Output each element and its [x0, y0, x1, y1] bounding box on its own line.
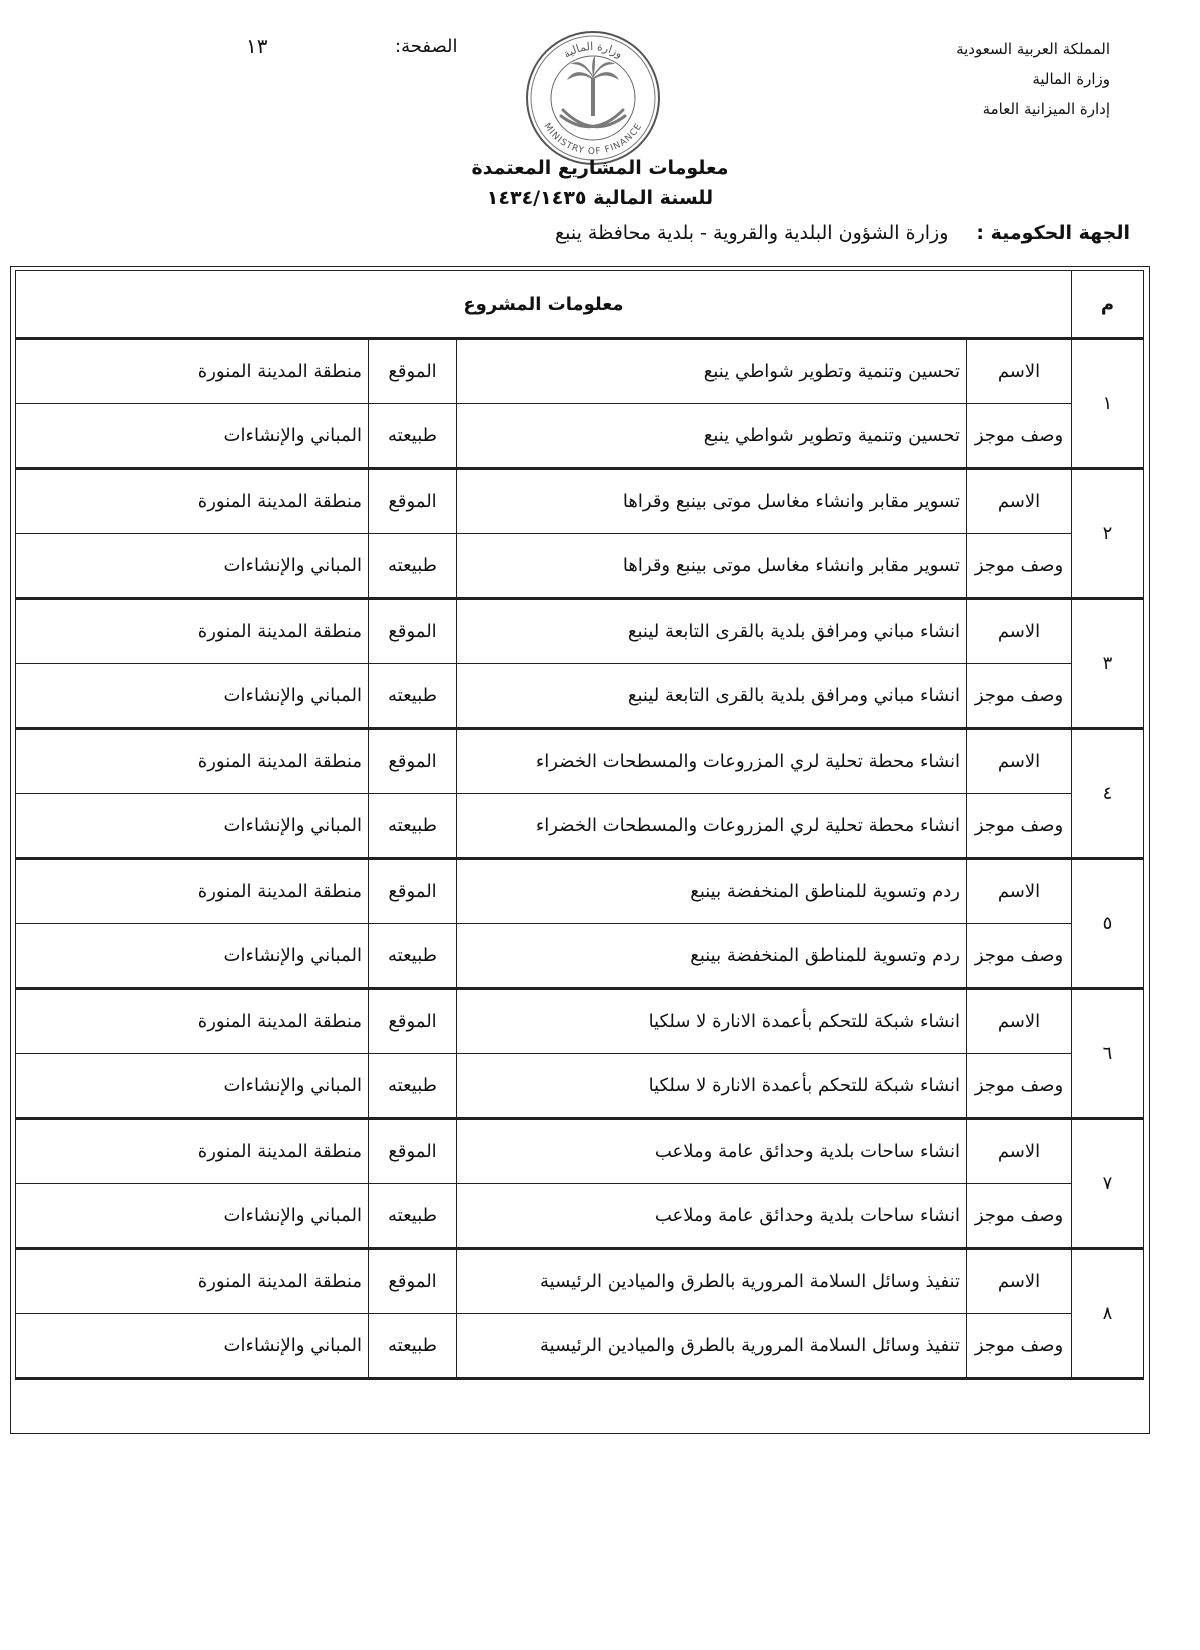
label-location: الموقع [369, 989, 457, 1054]
label-description: وصف موجز [967, 794, 1072, 859]
entity-value: وزارة الشؤون البلدية والقروية - بلدية محافظة ينبع [555, 222, 949, 244]
label-location: الموقع [369, 599, 457, 664]
label-location: الموقع [369, 339, 457, 404]
project-name-row [16, 339, 1144, 404]
government-entity [430, 222, 1130, 244]
org-line-department: إدارة الميزانية العامة [982, 100, 1110, 118]
title-line-2: للسنة المالية ١٤٣٤/١٤٣٥ [486, 187, 714, 209]
project-name-row [16, 989, 1144, 1054]
project-name: تسوير مقابر وانشاء مغاسل موتى بينبع وقراها [457, 469, 967, 534]
project-nature: المباني والإنشاءات [16, 664, 369, 729]
document-title [400, 153, 800, 213]
label-nature: طبيعته [369, 1054, 457, 1119]
project-description: تسوير مقابر وانشاء مغاسل موتى بينبع وقراها [457, 534, 967, 599]
organization-header [770, 34, 1110, 124]
label-name: الاسم [967, 469, 1072, 534]
label-nature: طبيعته [369, 664, 457, 729]
project-nature: المباني والإنشاءات [16, 404, 369, 469]
project-nature: المباني والإنشاءات [16, 1054, 369, 1119]
project-location: منطقة المدينة المنورة [16, 599, 369, 664]
project-name: انشاء محطة تحلية لري المزروعات والمسطحات الخضراء [457, 729, 967, 794]
project-description: ردم وتسوية للمناطق المنخفضة بينبع [457, 924, 967, 989]
label-name: الاسم [967, 989, 1072, 1054]
title-line-1: معلومات المشاريع المعتمدة [471, 157, 729, 179]
project-desc-row [16, 664, 1144, 729]
project-location: منطقة المدينة المنورة [16, 729, 369, 794]
label-description: وصف موجز [967, 1314, 1072, 1379]
project-desc-row [16, 794, 1144, 859]
project-name-row [16, 1119, 1144, 1184]
entity-label: الجهة الحكومية : [976, 222, 1130, 244]
label-name: الاسم [967, 599, 1072, 664]
project-desc-row [16, 404, 1144, 469]
project-number-cell: ٢ [1072, 469, 1144, 599]
project-nature: المباني والإنشاءات [16, 924, 369, 989]
project-number-cell: ٨ [1072, 1249, 1144, 1379]
project-description: تحسين وتنمية وتطوير شواطي ينبع [457, 404, 967, 469]
project-location: منطقة المدينة المنورة [16, 989, 369, 1054]
project-name: تحسين وتنمية وتطوير شواطي ينبع [457, 339, 967, 404]
header-project-info-cell: معلومات المشروع [16, 271, 1072, 339]
project-description: تنفيذ وسائل السلامة المرورية بالطرق والميادين الرئيسية [457, 1314, 967, 1379]
label-description: وصف موجز [967, 924, 1072, 989]
project-nature: المباني والإنشاءات [16, 534, 369, 599]
svg-text:MINISTRY OF FINANCE: MINISTRY OF FINANCE [541, 121, 645, 158]
org-line-ministry: وزارة المالية [1032, 70, 1110, 88]
project-name-row [16, 859, 1144, 924]
svg-text:وزارة المالية: وزارة المالية [561, 39, 626, 61]
project-description: انشاء شبكة للتحكم بأعمدة الانارة لا سلكيا [457, 1054, 967, 1119]
label-location: الموقع [369, 469, 457, 534]
table-header-row [16, 271, 1144, 339]
project-name: تنفيذ وسائل السلامة المرورية بالطرق والميادين الرئيسية [457, 1249, 967, 1314]
org-line-country: المملكة العربية السعودية [956, 40, 1110, 58]
project-desc-row [16, 924, 1144, 989]
label-nature: طبيعته [369, 404, 457, 469]
project-name-row [16, 469, 1144, 534]
project-number-cell: ١ [1072, 339, 1144, 469]
label-location: الموقع [369, 1119, 457, 1184]
project-nature: المباني والإنشاءات [16, 794, 369, 859]
label-description: وصف موجز [967, 664, 1072, 729]
project-name: انشاء ساحات بلدية وحدائق عامة وملاعب [457, 1119, 967, 1184]
project-name: انشاء مباني ومرافق بلدية بالقرى التابعة لينبع [457, 599, 967, 664]
project-location: منطقة المدينة المنورة [16, 339, 369, 404]
label-name: الاسم [967, 859, 1072, 924]
project-number-cell: ٧ [1072, 1119, 1144, 1249]
project-number-cell: ٣ [1072, 599, 1144, 729]
project-number-cell: ٥ [1072, 859, 1144, 989]
label-name: الاسم [967, 729, 1072, 794]
label-nature: طبيعته [369, 794, 457, 859]
project-description: انشاء محطة تحلية لري المزروعات والمسطحات الخضراء [457, 794, 967, 859]
header-number-cell: م [1072, 271, 1144, 339]
project-name-row [16, 599, 1144, 664]
label-nature: طبيعته [369, 924, 457, 989]
project-nature: المباني والإنشاءات [16, 1314, 369, 1379]
label-nature: طبيعته [369, 1314, 457, 1379]
project-location: منطقة المدينة المنورة [16, 859, 369, 924]
label-location: الموقع [369, 729, 457, 794]
ministry-seal-logo [523, 28, 663, 168]
label-description: وصف موجز [967, 1184, 1072, 1249]
project-description: انشاء مباني ومرافق بلدية بالقرى التابعة لينبع [457, 664, 967, 729]
project-desc-row [16, 534, 1144, 599]
project-description: انشاء ساحات بلدية وحدائق عامة وملاعب [457, 1184, 967, 1249]
project-location: منطقة المدينة المنورة [16, 469, 369, 534]
label-description: وصف موجز [967, 534, 1072, 599]
label-name: الاسم [967, 1119, 1072, 1184]
project-name-row [16, 1249, 1144, 1314]
projects-table [15, 270, 1144, 1380]
page-label: الصفحة: [395, 36, 458, 57]
project-desc-row [16, 1054, 1144, 1119]
project-desc-row [16, 1184, 1144, 1249]
label-name: الاسم [967, 339, 1072, 404]
palm-tree-icon [567, 56, 619, 116]
project-location: منطقة المدينة المنورة [16, 1119, 369, 1184]
project-name-row [16, 729, 1144, 794]
project-desc-row [16, 1314, 1144, 1379]
project-name: انشاء شبكة للتحكم بأعمدة الانارة لا سلكيا [457, 989, 967, 1054]
page-number: ١٣ [246, 34, 268, 58]
label-location: الموقع [369, 1249, 457, 1314]
project-number-cell: ٤ [1072, 729, 1144, 859]
label-nature: طبيعته [369, 1184, 457, 1249]
project-name: ردم وتسوية للمناطق المنخفضة بينبع [457, 859, 967, 924]
project-number-cell: ٦ [1072, 989, 1144, 1119]
project-location: منطقة المدينة المنورة [16, 1249, 369, 1314]
label-name: الاسم [967, 1249, 1072, 1314]
project-nature: المباني والإنشاءات [16, 1184, 369, 1249]
label-location: الموقع [369, 859, 457, 924]
label-nature: طبيعته [369, 534, 457, 599]
label-description: وصف موجز [967, 1054, 1072, 1119]
label-description: وصف موجز [967, 404, 1072, 469]
